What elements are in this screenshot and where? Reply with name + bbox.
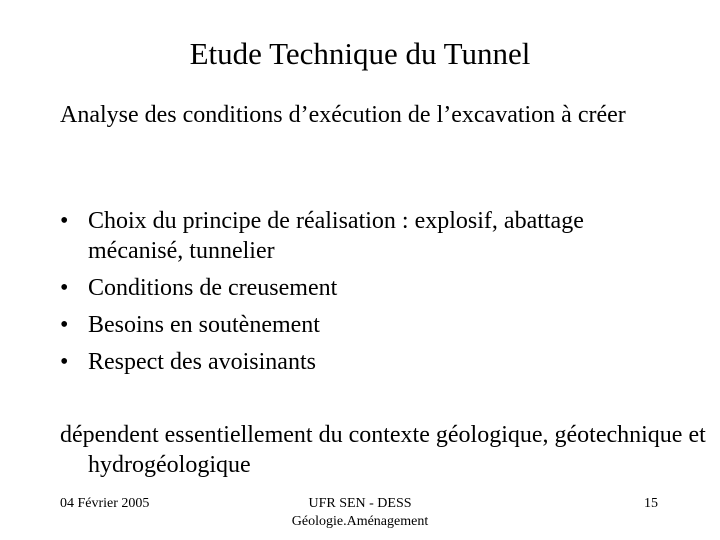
footer-org-line-1: UFR SEN - DESS [308,496,412,511]
slide-title: Etude Technique du Tunnel [189,36,531,71]
bullet-text: Conditions de creusement [88,275,338,301]
bullet-icon: • [60,312,69,338]
outro-paragraph: dépendent essentiellement du contexte géologique, géotechnique et hydrogéologique [60,422,706,478]
bullet-item [60,203,660,270]
bullet-icon: • [60,349,69,375]
page-number: 15 [644,496,658,511]
footer-org-line-2: Géologie.Aménagement [291,514,429,529]
bullet-icon: • [60,275,69,301]
bullet-text: Besoins en soutènement [88,312,320,338]
bullet-text: Choix du principe de réalisation : explosif, abattage mécanisé, tunnelier [88,208,584,264]
bullet-list [60,203,660,381]
bullet-icon: • [60,208,69,234]
intro-paragraph: Analyse des conditions d’exécution de l’excavation à créer [60,102,626,128]
bullet-item [60,270,660,307]
footer-organization [0,495,720,531]
footer-date: 04 Février 2005 [60,496,150,511]
bullet-item [60,344,660,381]
bullet-text: Respect des avoisinants [88,349,316,375]
bullet-item [60,307,660,344]
